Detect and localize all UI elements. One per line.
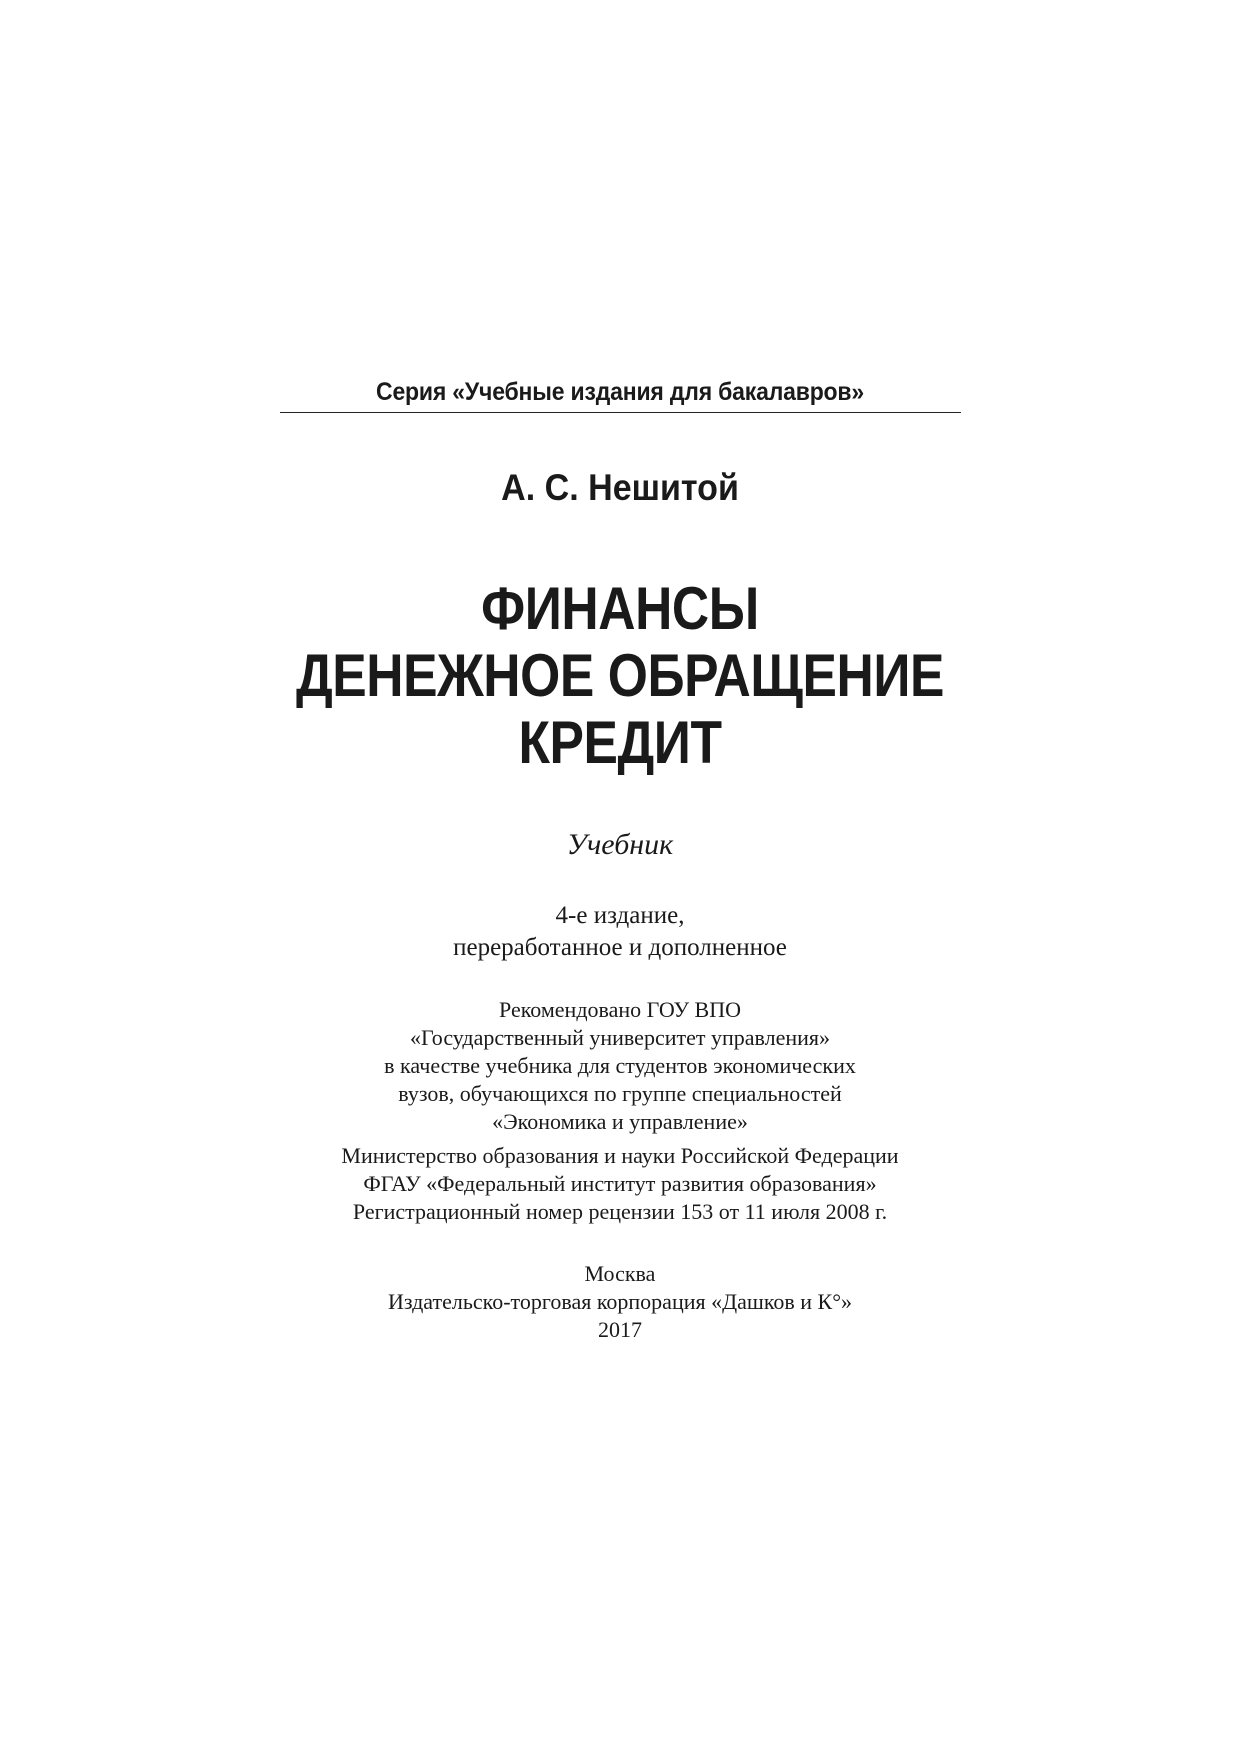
author-name: А. С. Нешитой: [501, 467, 739, 508]
edition-line: переработанное и дополненное: [453, 934, 787, 961]
title-line: ФИНАНСЫ: [481, 575, 759, 642]
ministry-line: Регистрационный номер рецензии 153 от 11 июля 2008 г.: [352, 1199, 888, 1224]
genre-label: Учебник: [566, 828, 674, 861]
ministry-line: Министерство образования и науки Российской Федерации: [341, 1143, 899, 1168]
edition-info: [280, 900, 960, 964]
imprint-block: [280, 1260, 960, 1344]
imprint-year: 2017: [598, 1317, 642, 1342]
series-divider: [280, 412, 961, 413]
series-heading: Серия «Учебные издания для бакалавров»: [376, 378, 864, 406]
title-line: ДЕНЕЖНОЕ ОБРАЩЕНИЕ: [295, 642, 945, 709]
imprint-city: Москва: [584, 1261, 656, 1286]
recommendation-line: в качестве учебника для студентов экономических: [384, 1053, 856, 1078]
book-title: [285, 575, 956, 776]
title-line: КРЕДИТ: [518, 709, 722, 776]
edition-line: 4-е издание,: [555, 902, 685, 929]
recommendation-line: «Экономика и управление»: [492, 1109, 748, 1134]
recommendation-line: вузов, обучающихся по группе специальностей: [398, 1081, 842, 1106]
recommendation-line: Рекомендовано ГОУ ВПО: [499, 997, 741, 1022]
recommendation-line: «Государственный университет управления»: [409, 1025, 831, 1050]
imprint-publisher: Издательско-торговая корпорация «Дашков и К°»: [387, 1289, 853, 1314]
ministry-block: [230, 1142, 1010, 1226]
recommendation-block: [280, 996, 960, 1136]
ministry-line: ФГАУ «Федеральный институт развития образования»: [363, 1171, 877, 1196]
